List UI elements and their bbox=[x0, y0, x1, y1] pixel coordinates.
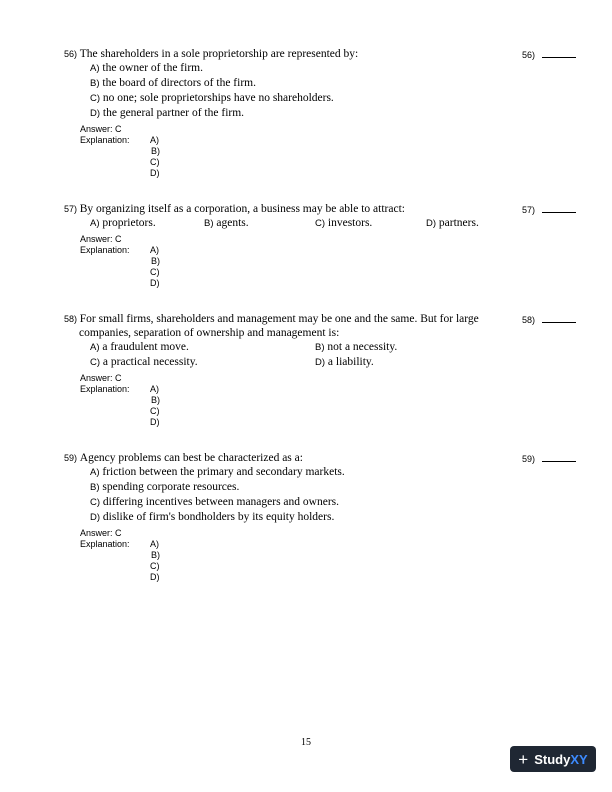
explanation bbox=[64, 384, 584, 427]
explanation-d: D) bbox=[150, 417, 160, 427]
option-d: D) a liability. bbox=[315, 356, 374, 368]
explanation-label: Explanation: bbox=[80, 539, 130, 549]
explanation bbox=[64, 539, 584, 582]
explanation-b: B) bbox=[151, 395, 160, 405]
explanation bbox=[64, 135, 584, 178]
question-number: 58) bbox=[64, 314, 78, 324]
explanation-a: A) bbox=[150, 135, 159, 145]
question-text: Agency problems can best be characterized as a: bbox=[79, 452, 303, 464]
answer-blank-58[interactable]: 58) bbox=[522, 315, 576, 325]
option-b: B) the board of directors of the firm. bbox=[90, 77, 256, 89]
explanation-b: B) bbox=[151, 146, 160, 156]
explanation-d: D) bbox=[150, 168, 160, 178]
explanation-b: B) bbox=[151, 550, 160, 560]
option-c: C) a practical necessity. bbox=[90, 356, 198, 368]
option-a: A) the owner of the firm. bbox=[90, 62, 203, 74]
question-number: 57) bbox=[64, 204, 78, 214]
explanation-d: D) bbox=[150, 278, 160, 288]
explanation-c: C) bbox=[150, 267, 160, 277]
question-57 bbox=[64, 202, 584, 288]
option-b: B) agents. bbox=[204, 217, 249, 229]
explanation-b: B) bbox=[151, 256, 160, 266]
explanation-c: C) bbox=[150, 561, 160, 571]
answer-blank-59[interactable]: 59) bbox=[522, 454, 576, 464]
answer-blank-56[interactable]: 56) bbox=[522, 50, 576, 60]
answer: Answer: C bbox=[80, 124, 122, 134]
explanation-d: D) bbox=[150, 572, 160, 582]
explanation-a: A) bbox=[150, 539, 159, 549]
question-number: 56) bbox=[64, 49, 78, 59]
page-number: 15 bbox=[301, 737, 311, 748]
explanation bbox=[64, 245, 584, 288]
option-d: D) the general partner of the firm. bbox=[90, 107, 245, 119]
explanation-c: C) bbox=[150, 157, 160, 167]
option-a: A) proprietors. bbox=[90, 217, 156, 229]
options-row-1 bbox=[64, 340, 584, 355]
question-number: 59) bbox=[64, 453, 78, 463]
answer: Answer: C bbox=[80, 234, 122, 244]
option-c: C) differing incentives between managers and owners. bbox=[90, 496, 339, 508]
plus-icon: + bbox=[518, 749, 529, 769]
question-56 bbox=[64, 47, 584, 178]
explanation-label: Explanation: bbox=[80, 135, 130, 145]
question-text: By organizing itself as a corporation, a business may be able to attract: bbox=[79, 203, 405, 215]
explanation-a: A) bbox=[150, 245, 159, 255]
option-d: D) partners. bbox=[426, 217, 479, 229]
explanation-c: C) bbox=[150, 406, 160, 416]
explanation-label: Explanation: bbox=[80, 384, 130, 394]
option-c: C) no one; sole proprietorships have no shareholders. bbox=[90, 92, 334, 104]
answer: Answer: C bbox=[80, 528, 122, 538]
explanation-a: A) bbox=[150, 384, 159, 394]
option-a: A) friction between the primary and secondary markets. bbox=[90, 466, 345, 478]
studyxy-logo[interactable] bbox=[510, 746, 596, 772]
logo-text: StudyXY bbox=[534, 751, 588, 767]
options-row-2 bbox=[64, 355, 584, 370]
answer-blank-57[interactable]: 57) bbox=[522, 205, 576, 215]
question-text: The shareholders in a sole proprietorship are represented by: bbox=[79, 48, 359, 60]
question-59 bbox=[64, 451, 584, 582]
explanation-label: Explanation: bbox=[80, 245, 130, 255]
option-b: B) spending corporate resources. bbox=[90, 481, 240, 493]
option-d: D) dislike of firm's bondholders by its equity holders. bbox=[90, 511, 335, 523]
option-b: B) not a necessity. bbox=[315, 341, 398, 353]
options-row bbox=[64, 216, 584, 231]
option-a: A) a fraudulent move. bbox=[90, 341, 189, 353]
question-58 bbox=[64, 312, 584, 427]
option-c: C) investors. bbox=[315, 217, 373, 229]
answer: Answer: C bbox=[80, 373, 122, 383]
question-text: For small firms, shareholders and management may be one and the same. But for large bbox=[79, 313, 479, 325]
question-text-cont: companies, separation of ownership and management is: bbox=[79, 327, 340, 339]
